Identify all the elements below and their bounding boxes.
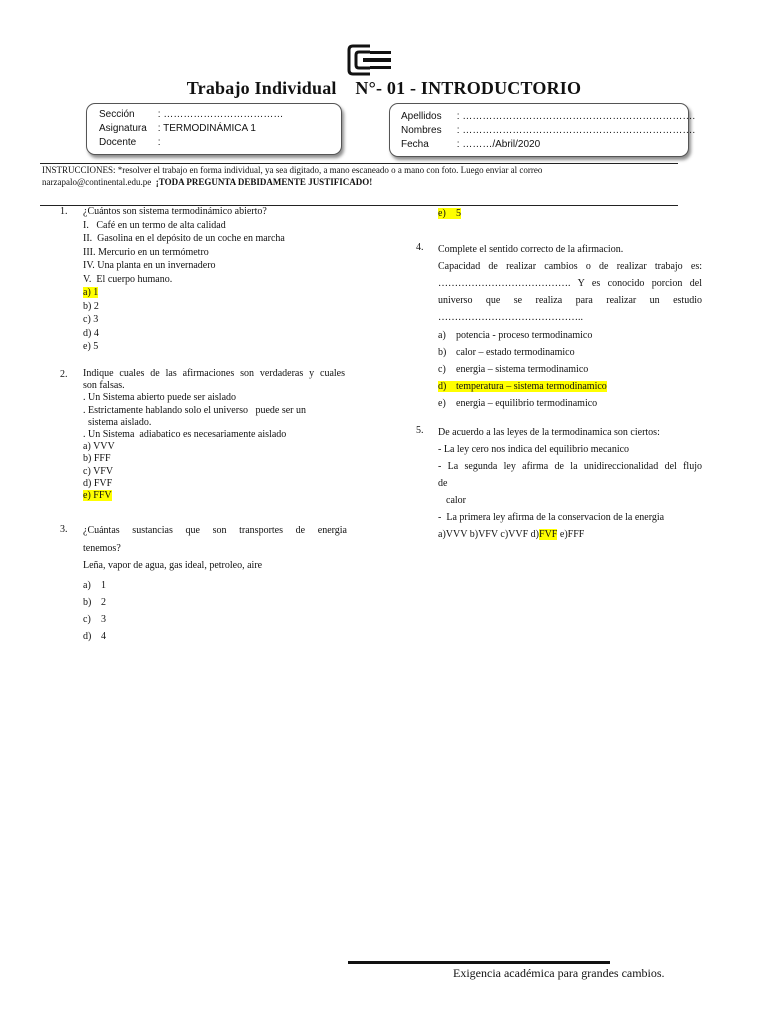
q3-option-text: 5 <box>456 208 461 219</box>
question-4 <box>438 241 702 412</box>
q4-option-letter: b) <box>438 347 447 358</box>
surname-field[interactable]: : ……………………………………………………………. <box>456 111 696 122</box>
names-field[interactable]: : ……………………………………………………………. <box>456 125 696 136</box>
q4-option-letter: a) <box>438 330 446 341</box>
page-title: Trabajo Individual N°- 01 - INTRODUCTORIO <box>186 78 582 98</box>
q1-number: 1. <box>60 206 68 217</box>
teacher-row <box>99 137 161 148</box>
q4-option-text: calor – estado termodinamico <box>456 347 575 358</box>
section-label: Sección <box>99 109 135 120</box>
q1-item: II. Gasolina en el depósito de un coche en marcha <box>83 233 285 244</box>
instructions <box>42 165 682 188</box>
student-info-box-left <box>86 103 342 155</box>
q4-option-letter: e) <box>438 398 446 409</box>
q1-item: III. Mercurio en un termómetro <box>83 246 209 258</box>
q1-stem: ¿Cuántos son sistema termodinámico abierto? <box>83 206 267 217</box>
names-row <box>401 125 695 136</box>
names-label: Nombres <box>401 125 442 136</box>
q2-option[interactable]: a) VVV <box>83 441 115 453</box>
q4-text: …………………………………. Y es conocido porcion del <box>438 278 702 289</box>
q4-option-selected[interactable] <box>438 378 702 395</box>
teacher-field[interactable]: : <box>157 137 161 148</box>
footer-rule <box>348 961 610 964</box>
date-field[interactable]: : ………/Abril/2020 <box>456 139 541 150</box>
q4-option[interactable] <box>438 361 702 378</box>
q2-option[interactable]: c) VFV <box>83 465 114 477</box>
question-5 <box>438 424 702 543</box>
q5-statement: - La primera ley afirma de la conservacion de la energia <box>438 512 665 523</box>
q5-statement: de <box>438 478 448 489</box>
instructions-emphasis: ¡TODA PREGUNTA DEBIDAMENTE JUSTIFICADO! <box>155 176 373 187</box>
q4-stem: Complete el sentido correcto de la afirmacion. <box>438 244 624 255</box>
q5-number: 5. <box>416 425 424 436</box>
q4-option-letter: c) <box>438 364 446 375</box>
q5-answers[interactable] <box>438 526 702 543</box>
q5-statement: calor <box>446 495 466 506</box>
q4-text: …………………………………….. <box>438 312 583 323</box>
q3-stem: ¿Cuántas sustancias que son transportes de energia <box>83 525 347 536</box>
q1-option[interactable]: e) 5 <box>83 341 99 352</box>
q4-option-text: potencia - proceso termodinamico <box>456 330 593 341</box>
q3-option-letter: a) <box>83 579 91 591</box>
q2-option[interactable]: b) FFF <box>83 453 111 465</box>
q2-option[interactable]: d) FVF <box>83 477 113 489</box>
q5-option-selected[interactable]: FVF <box>539 529 558 540</box>
q1-option[interactable]: b) 2 <box>83 300 99 312</box>
teacher-label: Docente <box>99 137 137 148</box>
q1-option-selected[interactable]: a) 1 <box>83 287 99 298</box>
divider-top <box>40 163 678 164</box>
q3-stem: tenemos? <box>83 542 121 554</box>
q3-option[interactable] <box>83 611 347 628</box>
q3-option-text: 4 <box>101 630 106 642</box>
section-row <box>99 109 283 120</box>
section-field[interactable]: : ……………………………… <box>157 109 284 120</box>
q4-option-text: temperatura – sistema termodinamico <box>456 381 607 392</box>
q3-option-letter: b) <box>83 596 92 608</box>
q1-item: I. Café en un termo de alta calidad <box>83 219 226 231</box>
q3-option-text: 2 <box>101 596 106 608</box>
q2-item: . Un Sistema adiabatico es necesariamente aislado <box>83 429 287 441</box>
q3-option-text: 3 <box>101 613 106 625</box>
q4-option-text: energia – equilibrio termodinamico <box>456 398 598 409</box>
question-2 <box>83 368 345 502</box>
footer-slogan: Exigencia académica para grandes cambios. <box>453 966 665 980</box>
instructions-text: INSTRUCCIONES: *resolver el trabajo en forma individual, ya sea digitado, a mano escaneado o a mano con foto. Luego enviar al correo <box>42 165 543 175</box>
q3-option-text: 1 <box>101 579 106 591</box>
q2-item: . Un Sistema abierto puede ser aislado <box>83 392 237 404</box>
q4-option-letter: d) <box>438 381 447 392</box>
date-row <box>401 139 540 150</box>
course-label: Asignatura <box>99 123 147 134</box>
q4-text: universo que se realiza para realizar un estudio <box>438 295 702 306</box>
q1-item: V. El cuerpo humano. <box>83 273 173 285</box>
q3-option[interactable] <box>83 628 347 645</box>
q5-stem: De acuerdo a las leyes de la termodinamica son ciertos: <box>438 427 660 438</box>
institution-logo-icon <box>347 44 393 76</box>
q4-number: 4. <box>416 242 424 253</box>
course-row <box>99 123 256 134</box>
q3-option-letter: e) <box>438 208 446 219</box>
question-3 <box>83 524 347 645</box>
q5-options: e)FFF <box>557 529 585 540</box>
q2-option-selected[interactable]: e) FFV <box>83 490 112 502</box>
q4-option[interactable] <box>438 344 702 361</box>
q4-option-text: energia – sistema termodinamico <box>456 364 589 375</box>
q4-text: Capacidad de realizar cambios o de realizar trabajo es: <box>438 261 702 272</box>
q3-option-letter: d) <box>83 630 92 642</box>
surname-row <box>401 111 695 122</box>
question-1 <box>83 205 353 354</box>
surname-label: Apellidos <box>401 111 442 122</box>
course-field: : TERMODINÁMICA 1 <box>157 123 256 134</box>
date-label: Fecha <box>401 139 429 150</box>
q3-option-selected[interactable] <box>438 207 461 221</box>
q2-item: . Estrictamente hablando solo el universo puede ser un <box>83 404 306 416</box>
q3-list: Leña, vapor de agua, gas ideal, petroleo, aire <box>83 560 263 571</box>
q2-stem: Indique cuales de las afirmaciones son verdaderas y cuales <box>83 368 345 379</box>
q3-number: 3. <box>60 524 68 535</box>
q1-option[interactable]: d) 4 <box>83 327 99 339</box>
q3-option-letter: c) <box>83 613 91 625</box>
q2-item: sistema aislado. <box>83 416 152 428</box>
q5-statement: - La ley cero nos indica del equilibrio mecanico <box>438 444 630 455</box>
q1-option[interactable]: c) 3 <box>83 314 99 325</box>
q3-option[interactable] <box>83 577 347 594</box>
q2-number: 2. <box>60 369 68 380</box>
q4-option[interactable] <box>438 327 702 344</box>
student-info-box-right <box>389 103 696 157</box>
q3-option[interactable] <box>83 594 347 611</box>
q5-options: a)VVV b)VFV c)VVF d) <box>438 529 540 540</box>
q1-item: IV. Una planta en un invernadero <box>83 260 216 271</box>
q4-option[interactable] <box>438 395 702 412</box>
q2-stem: son falsas. <box>83 380 125 392</box>
q5-statement: - La segunda ley afirma de la unidireccionalidad del flujo <box>438 461 702 472</box>
teacher-email: narzapalo@continental.edu.pe <box>42 176 152 187</box>
